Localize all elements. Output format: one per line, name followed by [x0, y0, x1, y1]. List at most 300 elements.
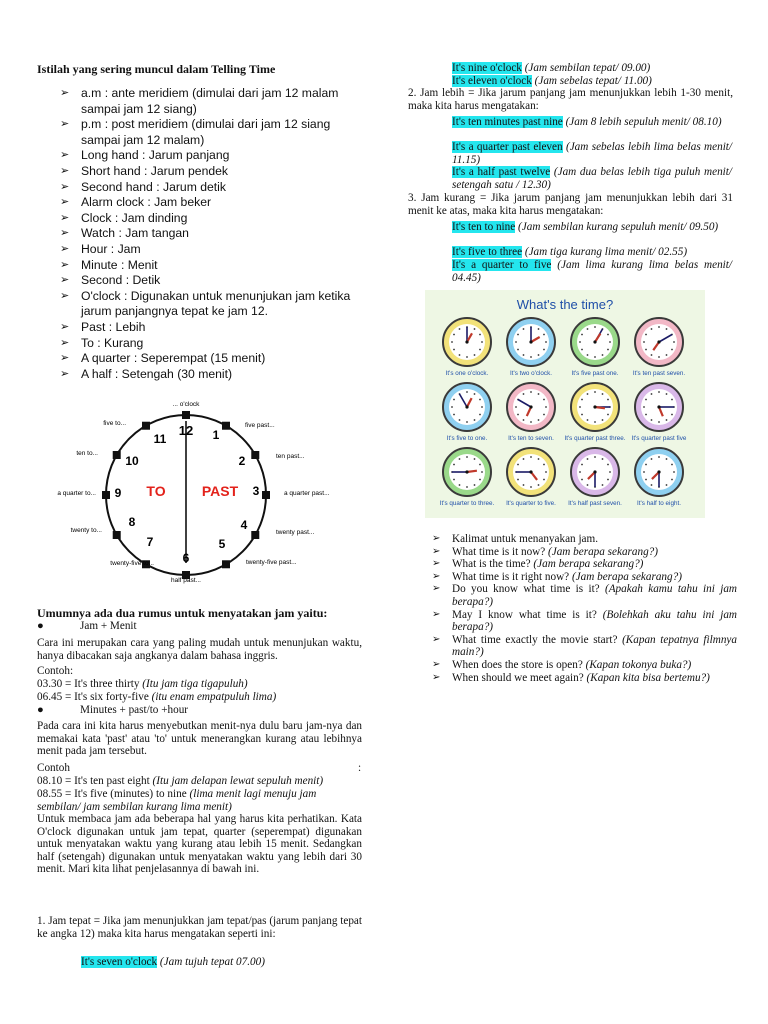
- term-item: ➢ Second hand : Jarum detik: [60, 180, 370, 196]
- clock-tick: [474, 419, 476, 421]
- clock-caption: It's ten past seven.: [632, 370, 686, 377]
- bullet-jam-menit: Jam + Menit: [80, 620, 137, 632]
- clock-number: 5: [218, 537, 226, 551]
- clock-tick: [602, 419, 604, 421]
- clock-tick: [459, 458, 461, 460]
- clock-hub: [465, 405, 468, 408]
- poster-graphic: [425, 290, 705, 518]
- tick-square: [222, 560, 230, 568]
- example-text: 08.10 = It's ten past eight: [37, 775, 150, 787]
- clock-tick: [609, 471, 611, 473]
- past-label: PAST: [201, 483, 239, 499]
- question-translation: (Jam berapa sekarang?): [571, 570, 682, 583]
- clock-tick: [658, 421, 660, 423]
- past-to-clock-diagram: [40, 395, 370, 595]
- tick-square: [251, 531, 259, 539]
- clock-tick: [579, 406, 581, 408]
- clock-tick: [658, 391, 660, 393]
- clock-tick: [530, 356, 532, 358]
- clock-tick: [466, 456, 468, 458]
- bullet-point: ●: [37, 620, 44, 632]
- poster-clock: [506, 448, 556, 507]
- highlighted-example: It's eleven o'clock: [452, 75, 532, 87]
- question-item: [432, 571, 737, 584]
- clock-tick: [587, 419, 589, 421]
- clock-tick: [459, 328, 461, 330]
- highlighted-example: It's ten minutes past nine: [452, 116, 563, 128]
- clock-tick: [459, 354, 461, 356]
- clock-tick: [479, 349, 481, 351]
- terms-list: [60, 86, 370, 382]
- term-item: ➢ A quarter : Seperempat (15 menit): [60, 351, 370, 367]
- poster-title: What's the time?: [516, 297, 614, 312]
- clock-tick: [587, 484, 589, 486]
- clock-hub: [465, 470, 468, 473]
- clock-tick: [515, 406, 517, 408]
- poster-clock: [443, 383, 491, 442]
- whats-the-time-poster: [425, 290, 705, 518]
- clock-tick: [594, 456, 596, 458]
- example-translation: (lima menit lagi menuju jam sembilan/ jam sembilan kurang lima menit): [37, 788, 317, 813]
- term-item: ➢ Clock : Jam dinding: [60, 211, 370, 227]
- diagram-label: five to...: [103, 420, 126, 427]
- diagram-label: ten past...: [276, 453, 305, 460]
- example-text: 03.30 = It's three thirty: [37, 678, 140, 690]
- clock-hub: [657, 405, 660, 408]
- clock-caption: It's two o'clock.: [510, 370, 552, 377]
- clock-tick: [587, 328, 589, 330]
- question-translation: (Jam berapa sekarang?): [548, 545, 659, 558]
- example-translation: (Jam tiga kurang lima menit/ 02.55): [524, 246, 688, 258]
- clock-caption: It's half past seven.: [568, 500, 622, 507]
- clock-tick: [451, 406, 453, 408]
- clock-number: 10: [125, 454, 139, 468]
- question-text: Do you know what time is it?: [452, 583, 600, 596]
- point-2: 2. Jam lebih = Jika jarum panjang jam menunjukkan lebih 1-30 menit, maka kita harus mengatakan:: [408, 87, 733, 112]
- clock-tick: [453, 414, 455, 416]
- example-translation: (Itu jam tiga tigapuluh): [142, 678, 248, 690]
- diagram-label: ten to...: [76, 450, 98, 457]
- clock-tick: [453, 334, 455, 336]
- clock-tick: [474, 354, 476, 356]
- clock-hub: [593, 340, 596, 343]
- clock-tick: [666, 419, 668, 421]
- diagram-label: twenty to...: [70, 527, 102, 534]
- clock-tick: [538, 484, 540, 486]
- question-item: [432, 609, 737, 634]
- clock-tick: [451, 341, 453, 343]
- question-item: [432, 634, 737, 659]
- example-line: [37, 956, 406, 969]
- example-translation: (Jam sembilan kurang sepuluh menit/ 09.50): [518, 221, 719, 233]
- clock-tick: [581, 479, 583, 481]
- point-1: 1. Jam tepat = Jika jam menunjukkan jam tepat/pas (jarum panjang tepat ke angka 12) maka kita harus mengatakan seperti ini:: [37, 915, 362, 940]
- clock-hub: [657, 470, 660, 473]
- clock-tick: [645, 349, 647, 351]
- poster-clock: [635, 448, 683, 507]
- diagram-label: a quarter past...: [284, 490, 330, 497]
- clock-tick: [530, 391, 532, 393]
- questions-intro: ➢ Kalimat untuk menanyakan jam.: [432, 533, 737, 546]
- clock-tick: [474, 328, 476, 330]
- section-title: Istilah yang sering muncul dalam Telling Time: [37, 62, 276, 76]
- clock-tick: [607, 464, 609, 466]
- bullet-minutes-past: Minutes + past/to +hour: [80, 704, 189, 716]
- poster-clock: [633, 318, 686, 377]
- question-translation: (Bolehkah aku tahu ini jam berapa?): [452, 608, 738, 634]
- term-item: ➢ Minute : Menit: [60, 258, 370, 274]
- clock-tick: [673, 471, 675, 473]
- clock-number: 4: [240, 518, 248, 532]
- question-translation: (Kapan tokonya buka?): [585, 658, 692, 671]
- paragraph-2: Pada cara ini kita harus menyebutkan menit-nya dulu baru jam-nya dan memakai kata 'past' atau 'to' untuk menerangkan kurang atau lebihnya menit pada jam tersebut.: [37, 720, 362, 758]
- clock-tick: [643, 341, 645, 343]
- clock-tick: [474, 393, 476, 395]
- clock-tick: [658, 326, 660, 328]
- term-item: ➢ p.m : post meridiem (dimulai dari jam 12 siang sampai jam 12 malam): [60, 117, 370, 148]
- example-translation: (Jam dua belas lebih tiga puluh menit/ setengah satu / 12.30): [452, 166, 733, 191]
- example-translation: (Jam 8 lebih sepuluh menit/ 08.10): [565, 116, 722, 128]
- point-3: 3. Jam kurang = Jika jarum panjang jam menunjukkan lebih dari 31 menit ke atas, maka kita harus mengatakan:: [408, 192, 733, 217]
- poster-clock: [571, 318, 619, 377]
- question-item: [432, 672, 737, 685]
- clock-tick: [538, 328, 540, 330]
- clock-tick: [594, 421, 596, 423]
- clock-tick: [453, 399, 455, 401]
- clock-tick: [594, 326, 596, 328]
- question-text: What time exactly the movie start?: [452, 633, 618, 646]
- example-line: [37, 788, 362, 813]
- clock-tick: [602, 458, 604, 460]
- clock-tick: [517, 334, 519, 336]
- clock-tick: [474, 484, 476, 486]
- clock-hub: [529, 405, 532, 408]
- clock-tick: [530, 456, 532, 458]
- to-label: TO: [146, 483, 166, 499]
- clock-tick: [581, 464, 583, 466]
- clock-hub: [529, 340, 532, 343]
- highlighted-example: It's a quarter to five: [452, 259, 552, 271]
- example-translation: (itu enam empatpuluh lima): [151, 691, 277, 703]
- clock-tick: [643, 406, 645, 408]
- clock-tick: [658, 456, 660, 458]
- clock-tick: [530, 486, 532, 488]
- clock-number: 7: [146, 535, 154, 549]
- example-translation: (Jam sembilan tepat/ 09.00): [524, 62, 651, 74]
- clock-tick: [479, 399, 481, 401]
- diagram-label: twenty-five to...: [110, 560, 154, 567]
- clock-tick: [523, 419, 525, 421]
- clock-hub: [593, 470, 596, 473]
- clock-tick: [523, 328, 525, 330]
- question-item: [432, 583, 737, 608]
- question-translation: (Kapan kita bisa bertemu?): [586, 671, 710, 684]
- question-text: What time is it right now?: [452, 570, 570, 583]
- example-line: [37, 691, 362, 704]
- clock-tick: [523, 484, 525, 486]
- clock-tick: [581, 334, 583, 336]
- clock-tick: [538, 393, 540, 395]
- question-text: May I know what time is it?: [452, 608, 597, 621]
- clock-tick: [453, 479, 455, 481]
- clock-tick: [609, 341, 611, 343]
- clock-tick: [479, 414, 481, 416]
- clock-number: 12: [178, 423, 194, 438]
- clock-tick: [459, 419, 461, 421]
- clock-tick: [538, 458, 540, 460]
- poster-clock: [564, 383, 625, 442]
- clock-tick: [517, 414, 519, 416]
- highlighted-example: It's nine o'clock: [452, 62, 522, 74]
- clock-tick: [466, 391, 468, 393]
- diagram-label: five past...: [245, 422, 275, 429]
- example-line: [452, 166, 732, 191]
- clock-tick: [543, 349, 545, 351]
- paragraph-1: Cara ini merupakan cara yang paling mudah untuk menunjukan waktu, hanya dibacakan saja angkanya dalam bahasa inggris.: [37, 637, 362, 662]
- clock-tick: [651, 328, 653, 330]
- example-line: [452, 62, 752, 75]
- clock-tick: [651, 393, 653, 395]
- clock-tick: [481, 471, 483, 473]
- clock-number: 9: [114, 486, 122, 500]
- question-translation: (Jam berapa sekarang?): [533, 558, 644, 571]
- question-text: What is the time?: [452, 558, 531, 571]
- diagram-label: a quarter to...: [57, 490, 96, 497]
- clock-caption: It's quarter past three.: [564, 435, 626, 442]
- term-item: ➢ Alarm clock : Jam beker: [60, 195, 370, 211]
- clock-tick: [543, 334, 545, 336]
- clock-number: 3: [252, 484, 260, 498]
- clock-tick: [645, 399, 647, 401]
- clock-caption: It's five past one.: [571, 370, 619, 377]
- paragraph-3: Untuk membaca jam ada beberapa hal yang harus kita perhatikan. Kata O'clock digunakan untuk jam tepat, quarter (seperempat) digunakan untuk menyatakan waktu yang kurang atau lebih 15 menit. Sedangkan half (setengah) digunakan untuk menyatakan waktu yang lebih dari 30 menit. Mari kita lihat penjelasannya di bawah ini.: [37, 813, 362, 876]
- clock-tick: [651, 484, 653, 486]
- clock-hub: [529, 470, 532, 473]
- term-item: ➢ a.m : ante meridiem (dimulai dari jam 12 malam sampai jam 12 siang): [60, 86, 370, 117]
- clock-tick: [607, 399, 609, 401]
- question-text: When does the store is open?: [452, 658, 583, 671]
- example-line: [452, 141, 732, 166]
- questions-list: [432, 533, 737, 684]
- example-translation: (Jam sebelas tepat/ 11.00): [534, 75, 652, 87]
- clock-tick: [581, 399, 583, 401]
- clock-caption: It's five to one.: [446, 435, 488, 442]
- term-item: ➢ Watch : Jam tangan: [60, 226, 370, 242]
- example-translation: (Jam lima kurang lima belas menit/ 04.45): [452, 259, 733, 284]
- question-item: [432, 546, 737, 559]
- clock-tick: [523, 354, 525, 356]
- clock-tick: [543, 399, 545, 401]
- question-item: [432, 659, 737, 672]
- clock-tick: [602, 393, 604, 395]
- clock-tick: [607, 479, 609, 481]
- clock-tick: [594, 391, 596, 393]
- example-translation: (Jam tujuh tepat 07.00): [159, 956, 265, 968]
- tick-square: [182, 411, 190, 419]
- poster-clock: [632, 383, 687, 442]
- clock-tick: [481, 406, 483, 408]
- oclock-label: ... o'clock: [172, 401, 200, 408]
- example-line: [37, 775, 367, 788]
- clock-hub: [465, 340, 468, 343]
- term-item: ➢ Short hand : Jarum pendek: [60, 164, 370, 180]
- term-item: ➢ O'clock : Digunakan untuk menunjukan jam ketika jarum panjangnya tepat ke jam 12.: [60, 289, 370, 320]
- highlighted-example: It's a half past twelve: [452, 166, 551, 178]
- poster-clock: [568, 448, 622, 507]
- example-translation: (Itu jam delapan lewat sepuluh menit): [152, 775, 324, 787]
- clock-tick: [658, 356, 660, 358]
- clock-tick: [517, 349, 519, 351]
- tick-square: [262, 491, 270, 499]
- contoh-label: Contoh:: [37, 665, 74, 677]
- poster-clock: [440, 448, 495, 507]
- term-item: ➢ A half : Setengah (30 menit): [60, 367, 370, 383]
- clock-tick: [671, 349, 673, 351]
- clock-tick: [587, 393, 589, 395]
- highlighted-example: It's five to three: [452, 246, 523, 258]
- clock-tick: [466, 356, 468, 358]
- clock-number: 1: [212, 428, 220, 442]
- clock-tick: [479, 464, 481, 466]
- example-line: [452, 116, 732, 129]
- clock-tick: [474, 458, 476, 460]
- clock-tick: [666, 393, 668, 395]
- example-line: [452, 246, 732, 259]
- clock-tick: [479, 479, 481, 481]
- clock-tick: [481, 341, 483, 343]
- question-text: When should we meet again?: [452, 671, 584, 684]
- clock-tick: [671, 399, 673, 401]
- question-translation: (Apakah kamu tahu ini jam berapa?): [452, 583, 737, 608]
- clock-tick: [517, 464, 519, 466]
- clock-tick: [453, 349, 455, 351]
- example-line: [452, 221, 732, 234]
- term-item: ➢ Hour : Jam: [60, 242, 370, 258]
- clock-caption: It's one o'clock.: [445, 370, 489, 377]
- clock-tick: [587, 458, 589, 460]
- clock-tick: [666, 484, 668, 486]
- clock-tick: [545, 471, 547, 473]
- clock-tick: [587, 354, 589, 356]
- clock-tick: [666, 328, 668, 330]
- clock-tick: [543, 414, 545, 416]
- clock-tick: [515, 341, 517, 343]
- question-text: What time is it now?: [452, 545, 546, 558]
- clock-number: 2: [238, 454, 246, 468]
- clock-tick: [517, 479, 519, 481]
- clock-tick: [607, 334, 609, 336]
- clock-tick: [651, 419, 653, 421]
- tick-square: [222, 422, 230, 430]
- clock-tick: [651, 458, 653, 460]
- clock-tick: [545, 406, 547, 408]
- highlighted-example: It's a quarter past eleven: [452, 141, 563, 153]
- clock-tick: [538, 354, 540, 356]
- clock-tick: [602, 484, 604, 486]
- example-line: [37, 678, 362, 691]
- term-item: ➢ Second : Detik: [60, 273, 370, 289]
- clock-caption: It's quarter to three.: [439, 500, 495, 507]
- example-line: [452, 75, 752, 88]
- clock-tick: [466, 486, 468, 488]
- clock-number: 8: [128, 515, 136, 529]
- clock-hub: [657, 340, 660, 343]
- clock-tick: [666, 458, 668, 460]
- example-text: 08.55 = It's five (minutes) to nine: [37, 788, 187, 800]
- tick-square: [113, 531, 121, 539]
- term-item: ➢ Past : Lebih: [60, 320, 370, 336]
- diagram-label: half past...: [171, 577, 201, 584]
- clock-tick: [645, 334, 647, 336]
- clock-tick: [645, 414, 647, 416]
- clock-tick: [671, 479, 673, 481]
- clock-caption: It's quarter to five.: [506, 500, 556, 507]
- question-item: [432, 558, 737, 571]
- clock-tick: [607, 349, 609, 351]
- highlighted-example: It's seven o'clock: [81, 956, 158, 968]
- clock-tick: [459, 484, 461, 486]
- clock-number: 6: [182, 551, 190, 565]
- contoh-colon: :: [358, 762, 362, 774]
- example-translation: (Jam sebelas lebih lima belas menit/ 11.15): [452, 141, 733, 166]
- clock-caption: It's half to eight.: [637, 500, 681, 507]
- clock-tick: [607, 414, 609, 416]
- contoh-label: Contoh: [37, 762, 70, 774]
- clock-tick: [666, 354, 668, 356]
- term-item: ➢ To : Kurang: [60, 336, 370, 352]
- clock-tick: [543, 464, 545, 466]
- rumus-heading: Umumnya ada dua rumus untuk menyatakan jam yaitu:: [37, 606, 328, 620]
- clock-caption: It's quarter past five: [631, 435, 687, 442]
- clock-tick: [643, 471, 645, 473]
- clock-hub: [593, 405, 596, 408]
- highlighted-example: It's ten to nine: [452, 221, 516, 233]
- diagram-label: twenty-five past...: [246, 559, 297, 566]
- diagram-label: twenty past...: [276, 529, 315, 536]
- clock-tick: [523, 393, 525, 395]
- clock-tick: [581, 349, 583, 351]
- clock-tick: [538, 419, 540, 421]
- tick-square: [142, 422, 150, 430]
- poster-clock: [507, 383, 555, 442]
- clock-tick: [673, 341, 675, 343]
- example-text: 06.45 = It's six forty-five: [37, 691, 149, 703]
- clock-tick: [579, 341, 581, 343]
- question-translation: (Kapan tepatnya filmnya main?): [452, 633, 737, 659]
- clock-tick: [479, 334, 481, 336]
- clock-tick: [543, 479, 545, 481]
- poster-clock: [507, 318, 555, 377]
- clock-tick: [651, 354, 653, 356]
- term-item: ➢ Long hand : Jarum panjang: [60, 148, 370, 164]
- clock-number: 11: [153, 432, 167, 446]
- clock-tick: [671, 464, 673, 466]
- clock-tick: [466, 421, 468, 423]
- clock-tick: [523, 458, 525, 460]
- clock-tick: [581, 414, 583, 416]
- example-line: [452, 259, 732, 284]
- clock-tick: [671, 414, 673, 416]
- tick-square: [251, 451, 259, 459]
- tick-square: [102, 491, 110, 499]
- tick-square: [113, 451, 121, 459]
- clock-tick: [602, 354, 604, 356]
- clock-tick: [545, 341, 547, 343]
- clock-caption: It's ten to seven.: [508, 435, 554, 442]
- clock-tick: [594, 356, 596, 358]
- clock-tick: [453, 464, 455, 466]
- clock-tick: [645, 479, 647, 481]
